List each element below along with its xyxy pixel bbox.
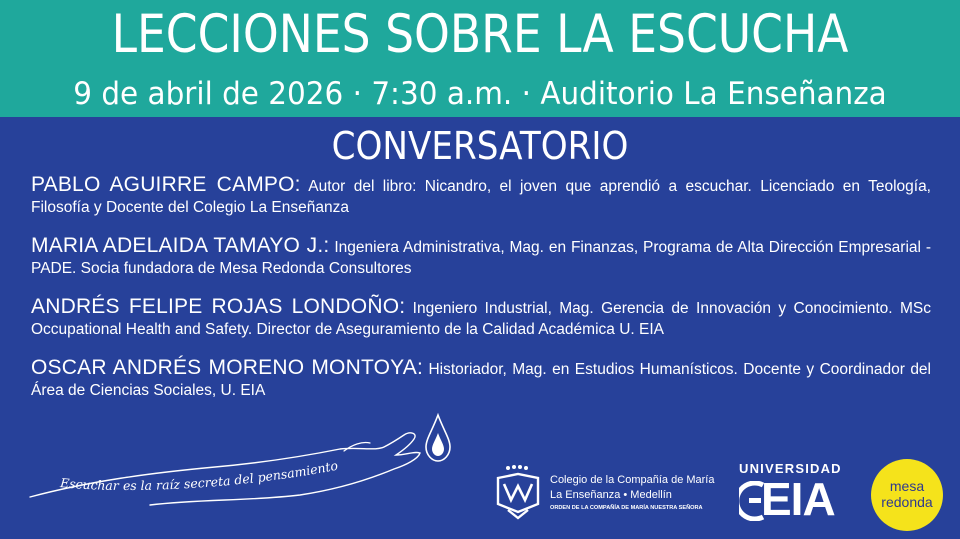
- event-date-venue: 9 de abril de 2026 · 7:30 a.m. · Auditorio La Enseñanza: [73, 76, 887, 112]
- speaker-bio: Autor del libro: Nicandro, el joven que aprendió a escuchar. Licenciado en Teología, Filosofía y Docente del Colegio La Enseñanza: [31, 178, 931, 216]
- hand-icon: [30, 433, 420, 505]
- speaker-name: ANDRÉS FELIPE ROJAS LONDOÑO:: [31, 295, 406, 318]
- speaker-bio: Ingeniero Industrial, Mag. Gerencia de Innovación y Conocimiento. MSc Occupational Health and Safety. Director de Aseguramiento de la Calidad Académica U. EIA: [31, 300, 931, 338]
- colegio-location: La Enseñanza • Medellín: [550, 489, 672, 501]
- speaker-item: [31, 296, 931, 340]
- eia-logo-block: [739, 461, 849, 527]
- speaker-item: [31, 174, 931, 218]
- speaker-list: [31, 174, 931, 418]
- speaker-name: PABLO AGUIRRE CAMPO:: [31, 173, 301, 196]
- header-banner: [0, 0, 960, 117]
- quote-text: Escuchar es la raíz secreta del pensamiento: [59, 457, 340, 494]
- speaker-item: [31, 235, 931, 279]
- eia-wordmark: EIA: [761, 473, 835, 525]
- colegio-crest-icon: [494, 464, 542, 524]
- speaker-bio: Historiador, Mag. en Estudios Humanísticos. Docente y Coordinador del Área de Ciencias Sociales, U. EIA: [31, 361, 931, 399]
- colegio-name: Colegio de la Compañía de María: [550, 474, 715, 486]
- section-title: CONVERSATORIO: [331, 124, 629, 168]
- mesa-redonda-logo: [871, 459, 943, 531]
- speaker-name: OSCAR ANDRÉS MORENO MONTOYA:: [31, 356, 424, 379]
- eia-university-label: UNIVERSIDAD: [739, 461, 842, 476]
- speaker-bio: Ingeniera Administrativa, Mag. en Finanzas, Programa de Alta Dirección Empresarial - PADE. Socia fundadora de Mesa Redonda Consultores: [31, 239, 932, 277]
- mesa-word: mesa: [889, 478, 925, 494]
- svg-text:Escuchar es la raíz secreta de: [59, 458, 339, 493]
- redonda-word: redonda: [881, 494, 933, 510]
- hand-flame-illustration: [0, 395, 480, 539]
- event-title: LECCIONES SOBRE LA ESCUCHA: [111, 4, 849, 65]
- colegio-order: ORDEN DE LA COMPAÑÍA DE MARÍA NUESTRA SEÑORA: [550, 505, 703, 511]
- speaker-name: MARIA ADELAIDA TAMAYO J.:: [31, 234, 330, 257]
- colegio-logo-block: [494, 464, 734, 524]
